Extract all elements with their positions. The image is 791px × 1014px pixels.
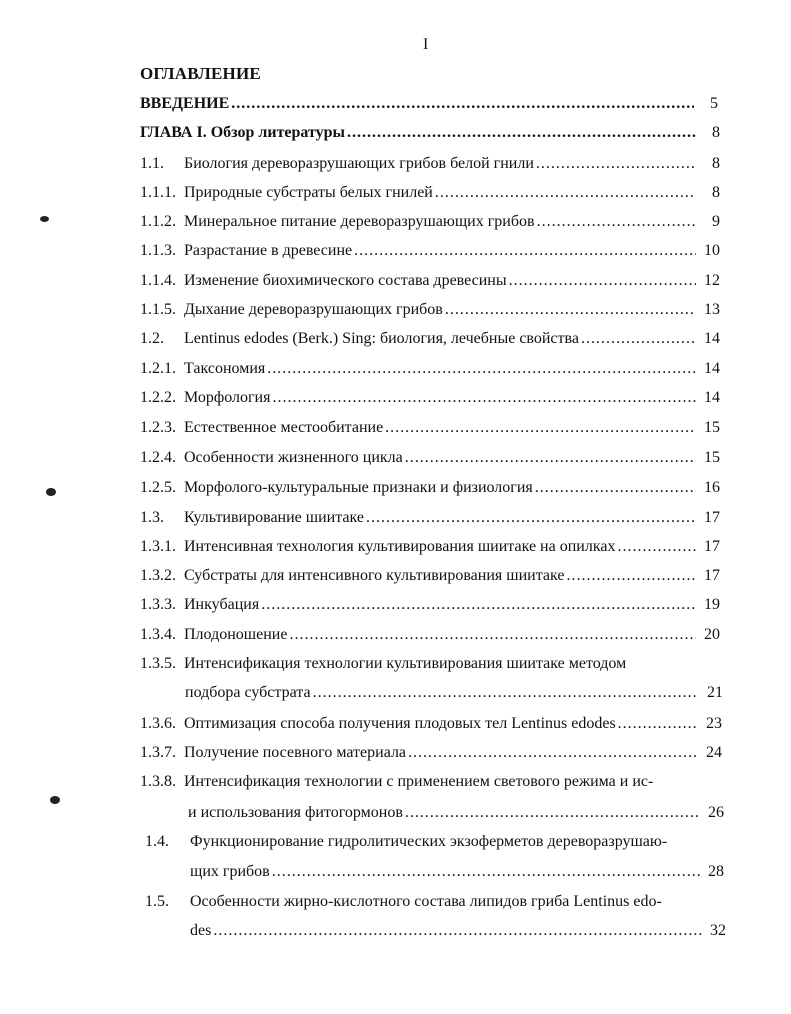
toc-entry-page: 15 [704, 419, 720, 436]
toc-entry-number: 1.1.4. [140, 272, 176, 289]
toc-entry-number: 1.1.5. [140, 301, 176, 318]
toc-entry-title-cont: des [190, 922, 212, 939]
toc-entry-continuation[interactable] [190, 919, 726, 943]
toc-entry[interactable] [140, 357, 720, 381]
toc-entry-page: 13 [704, 301, 720, 318]
toc-entry-page: 32 [710, 922, 726, 939]
toc-entry[interactable] [140, 416, 720, 440]
dot-leader [618, 712, 698, 736]
toc-entry-title: Биология дереворазрушающих грибов белой гнили [184, 155, 534, 172]
toc-entry-page: 14 [704, 360, 720, 377]
toc-entry-multiline[interactable] [140, 770, 653, 794]
toc-entry[interactable] [140, 269, 720, 293]
toc-entry[interactable] [140, 712, 722, 736]
toc-entry-continuation[interactable] [190, 860, 724, 884]
toc-entry-page: 17 [704, 509, 720, 526]
toc-entry[interactable] [140, 239, 720, 263]
toc-entry-number: 1.5. [145, 893, 169, 910]
toc-entry-title: Интенсификация технологии с применением светового режима и ис- [184, 773, 654, 790]
toc-entry-page: 8 [712, 124, 720, 141]
toc-entry-page: 20 [704, 626, 720, 643]
dot-leader [509, 269, 696, 293]
toc-entry-number: 1.3.7. [140, 744, 176, 761]
toc-entry-number: 1.3.3. [140, 596, 176, 613]
toc-entry-number: 1.2.4. [140, 449, 176, 466]
scan-speck [40, 216, 49, 222]
toc-entry-title: Изменение биохимического состава древесины [184, 272, 507, 289]
toc-entry-title: Таксономия [184, 360, 266, 377]
toc-entry-page: 21 [707, 684, 723, 701]
toc-entry-number: 1.3.8. [140, 773, 176, 790]
dot-leader [354, 239, 696, 263]
dot-leader [385, 416, 696, 440]
toc-entry-number: 1.2.2. [140, 389, 176, 406]
toc-entry-title: Субстраты для интенсивного культивирования шиитаке [184, 567, 565, 584]
toc-entry-title: Lentinus edodes (Berk.) Sing: биология, лечебные свойства [184, 330, 579, 347]
toc-entry-title: Минеральное питание дереворазрушающих грибов [184, 213, 535, 230]
toc-heading: ОГЛАВЛЕНИЕ [140, 64, 261, 83]
toc-entry-page: 24 [706, 744, 722, 761]
toc-entry[interactable] [140, 564, 720, 588]
toc-entry-number: 1.4. [145, 833, 169, 850]
dot-leader [536, 152, 696, 176]
toc-entry-title: Морфология [184, 389, 271, 406]
toc-entry-number: 1.3.6. [140, 715, 176, 732]
toc-entry-title: Особенности жизненного цикла [184, 449, 403, 466]
toc-entry-number: 1.1.3. [140, 242, 176, 259]
toc-entry-number: 1.3.1. [140, 538, 176, 555]
toc-entry[interactable] [140, 446, 720, 470]
toc-entry-title: Особенности жирно-кислотного состава липидов гриба Lentinus edo- [190, 893, 662, 910]
toc-entry-page: 28 [708, 863, 724, 880]
dot-leader [617, 535, 696, 559]
toc-entry[interactable] [140, 327, 720, 351]
toc-entry-number: 1.3.2. [140, 567, 176, 584]
toc-entry-page: 5 [710, 95, 718, 112]
toc-entry-page: 17 [704, 538, 720, 555]
toc-entry-intro[interactable] [140, 92, 718, 116]
toc-entry-page: 23 [706, 715, 722, 732]
toc-entry-title: Разрастание в древесине [184, 242, 353, 259]
toc-entry-number: 1.2.1. [140, 360, 176, 377]
dot-leader [213, 919, 702, 943]
toc-entry[interactable] [140, 476, 720, 500]
toc-entry-title-cont: щих грибов [190, 863, 270, 880]
toc-entry[interactable] [140, 386, 720, 410]
toc-entry-page: 8 [712, 184, 720, 201]
toc-entry-number: 1.1.2. [140, 213, 176, 230]
dot-leader [435, 181, 696, 205]
toc-entry-page: 8 [712, 155, 720, 172]
toc-entry-title: Культивирование шиитаке [184, 509, 364, 526]
toc-entry-continuation[interactable] [185, 681, 723, 705]
toc-entry-title: Дыхание дереворазрушающих грибов [184, 301, 443, 318]
toc-entry-multiline[interactable] [145, 830, 667, 854]
toc-entry-title: Функционирование гидролитических экзоферметов дереворазрушаю- [190, 833, 668, 850]
toc-entry[interactable] [140, 593, 720, 617]
dot-leader [408, 741, 698, 765]
dot-leader [347, 121, 696, 145]
toc-entry-number: 1.3.5. [140, 655, 176, 672]
toc-entry[interactable] [140, 506, 720, 530]
toc-entry[interactable] [140, 152, 720, 176]
dot-leader [445, 298, 696, 322]
toc-entry[interactable] [140, 741, 722, 765]
toc-entry-title-cont: и использования фитогормонов [188, 804, 403, 821]
toc-entry-page: 14 [704, 389, 720, 406]
toc-entry-page: 17 [704, 567, 720, 584]
dot-leader [581, 327, 696, 351]
toc-entry-title: Оптимизация способа получения плодовых тел Lentinus edodes [184, 715, 616, 732]
toc-entry-title: Интенсификация технологии культивирования шиитаке методом [184, 655, 627, 672]
toc-entry[interactable] [140, 210, 720, 234]
toc-entry[interactable] [140, 535, 720, 559]
dot-leader [566, 564, 696, 588]
toc-entry-number: 1.3. [140, 509, 164, 526]
dot-leader [267, 357, 696, 381]
toc-entry[interactable] [140, 181, 720, 205]
toc-entry-title: Естественное местообитание [184, 419, 384, 436]
toc-entry-title: ВВЕДЕНИЕ [140, 95, 230, 112]
toc-entry[interactable] [140, 298, 720, 322]
dot-leader [261, 593, 696, 617]
dot-leader [405, 801, 700, 825]
dot-leader [537, 210, 696, 234]
toc-entry-chapter-1[interactable] [140, 121, 720, 145]
scan-speck [46, 488, 56, 496]
toc-entry-title: Интенсивная технология культивирования шиитаке на опилках [184, 538, 616, 555]
toc-entry-continuation[interactable] [188, 801, 724, 825]
dot-leader [272, 860, 700, 884]
toc-entry-number: 1.3.4. [140, 626, 176, 643]
dot-leader [366, 506, 696, 530]
toc-entry-number: 1.2. [140, 330, 164, 347]
toc-entry-page: 15 [704, 449, 720, 466]
toc-entry-title: Морфолого-культуральные признаки и физиология [184, 479, 533, 496]
toc-entry-title: Получение посевного материала [184, 744, 407, 761]
toc-entry-title: Плодоношение [184, 626, 288, 643]
scan-speck [50, 796, 60, 804]
toc-entry-page: 16 [704, 479, 720, 496]
toc-entry-page: 19 [704, 596, 720, 613]
dot-leader [313, 681, 699, 705]
toc-entry-page: 10 [704, 242, 720, 259]
toc-entry-page: 26 [708, 804, 724, 821]
page-number: I [423, 36, 429, 53]
toc-entry-number: 1.1. [140, 155, 164, 172]
toc-entry-page: 9 [712, 213, 720, 230]
toc-entry-title-cont: подбора субстрата [185, 684, 311, 701]
toc-entry-number: 1.2.5. [140, 479, 176, 496]
dot-leader [405, 446, 696, 470]
toc-entry-page: 12 [704, 272, 720, 289]
toc-entry-title: Инкубация [184, 596, 260, 613]
toc-entry-title: Природные субстраты белых гнилей [184, 184, 433, 201]
toc-entry-multiline[interactable] [140, 652, 626, 676]
toc-entry-multiline[interactable] [145, 890, 662, 914]
dot-leader [231, 92, 694, 116]
dot-leader [272, 386, 696, 410]
dot-leader [289, 623, 696, 647]
toc-entry-title: ГЛАВА I. Обзор литературы [140, 124, 346, 141]
toc-entry[interactable] [140, 623, 720, 647]
dot-leader [535, 476, 696, 500]
toc-entry-number: 1.1.1. [140, 184, 176, 201]
toc-entry-page: 14 [704, 330, 720, 347]
toc-entry-number: 1.2.3. [140, 419, 176, 436]
